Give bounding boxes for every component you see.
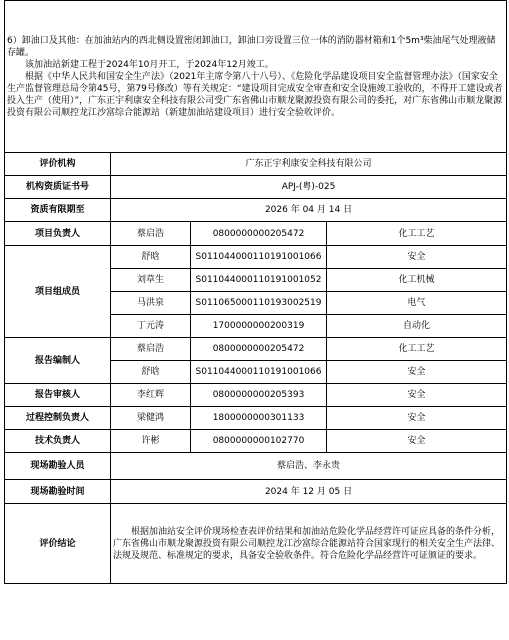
process-control-label: 过程控制负责人	[5, 407, 111, 430]
tech-lead-row	[5, 430, 507, 453]
person-cert: S011044000110191001066	[191, 246, 327, 269]
site-time-value: 2024 年 12 月 05 日	[111, 480, 507, 504]
valid-until-label: 资质有限期至	[5, 199, 111, 222]
cert-no-row	[5, 176, 507, 199]
tech-lead-label: 技术负责人	[5, 430, 111, 453]
person-name: 丁元涛	[111, 315, 191, 338]
person-cert: 1700000000200319	[191, 315, 327, 338]
evaluation-info-table	[4, 0, 507, 584]
person-cert: 0800000000205472	[191, 338, 327, 361]
person-cert: S011065000110193002519	[191, 292, 327, 315]
valid-until-value: 2026 年 04 月 14 日	[111, 199, 507, 222]
site-time-label: 现场勘验时间	[5, 480, 111, 504]
person-name: 马洪泉	[111, 292, 191, 315]
team-member-row	[5, 246, 507, 269]
person-field: 化工工艺	[327, 338, 507, 361]
person-name: 蔡启浩	[111, 222, 191, 246]
person-field: 安全	[327, 361, 507, 384]
process-control-row	[5, 407, 507, 430]
report-writer-row	[5, 338, 507, 361]
person-cert: S011044000110191001052	[191, 269, 327, 292]
site-staff-label: 现场勘验人员	[5, 453, 111, 480]
intro-paragraph-1: 6）卸油口及其他：在加油站内的西北侧设置密闭卸油口，卸油口旁设置三位一体的消防器材箱和1个5m³柴油尾气处理液储存罐。	[7, 35, 496, 58]
person-name: 许彬	[111, 430, 191, 453]
person-cert: 0800000000205393	[191, 384, 327, 407]
person-cert: 0800000000102770	[191, 430, 327, 453]
eval-org-value: 广东正宇利康安全科技有限公司	[111, 153, 507, 176]
site-staff-value: 蔡启浩、李永贵	[111, 453, 507, 480]
intro-paragraph-3: 根据《中华人民共和国安全生产法》（2021年主席令第八十八号）、《危险化学品建设项目安全监督管理办法》（国家安全生产监督管理总局令第45号，第79号修改）等有关规定：“建设项目完成安全审查和安全设施竣工验收的，不得开工建设或者投入生产（使用）”，广东正宇利康安全科技有限公司受广东省佛山市顺龙聚源投资有限公司的委托，对广东省佛山市顺龙聚源投资有限公司顺控龙江沙富综合能源站（新建加油站建设项目）进行安全验收评价。	[7, 71, 503, 118]
person-cert: 0800000000205472	[191, 222, 327, 246]
valid-until-row	[5, 199, 507, 222]
intro-paragraph-2: 该加油站新建工程于2024年10月开工，于2024年12月竣工。	[25, 59, 274, 70]
person-name: 舒晗	[111, 361, 191, 384]
conclusion-text: 根据加油站安全评价现场检查表评价结果和加油站危险化学品经营许可证应具备的条件分析，广东省佛山市顺龙聚源投资有限公司顺控龙江沙富综合能源站符合国家现行的相关安全生产法律、法规及规范、标准规定的要求，具备安全验收条件。符合危险化学品经营许可证颁证的要求。	[113, 526, 501, 561]
person-field: 电气	[327, 292, 507, 315]
eval-org-label: 评价机构	[5, 153, 111, 176]
intro-row	[5, 1, 507, 153]
project-lead-row	[5, 222, 507, 246]
person-cert: 1800000000301133	[191, 407, 327, 430]
person-name: 蔡启浩	[111, 338, 191, 361]
project-lead-label: 项目负责人	[5, 222, 111, 246]
person-field: 化工工艺	[327, 222, 507, 246]
person-name: 舒晗	[111, 246, 191, 269]
person-field: 安全	[327, 384, 507, 407]
conclusion-cell	[111, 504, 507, 584]
person-cert: S011044000110191001066	[191, 361, 327, 384]
person-name: 李红辉	[111, 384, 191, 407]
person-field: 化工机械	[327, 269, 507, 292]
site-staff-row	[5, 453, 507, 480]
person-field: 自动化	[327, 315, 507, 338]
report-reviewer-row	[5, 384, 507, 407]
cert-no-value: APJ-(粤)-025	[111, 176, 507, 199]
conclusion-label: 评价结论	[5, 504, 111, 584]
site-time-row	[5, 480, 507, 504]
report-reviewer-label: 报告审核人	[5, 384, 111, 407]
person-name: 刘草生	[111, 269, 191, 292]
report-writer-label: 报告编制人	[5, 338, 111, 384]
conclusion-row	[5, 504, 507, 584]
person-name: 梁健鸿	[111, 407, 191, 430]
person-field: 安全	[327, 246, 507, 269]
cert-no-label: 机构资质证书号	[5, 176, 111, 199]
person-field: 安全	[327, 430, 507, 453]
intro-cell	[5, 1, 507, 153]
eval-org-row	[5, 153, 507, 176]
team-members-label: 项目组成员	[5, 246, 111, 338]
person-field: 安全	[327, 407, 507, 430]
